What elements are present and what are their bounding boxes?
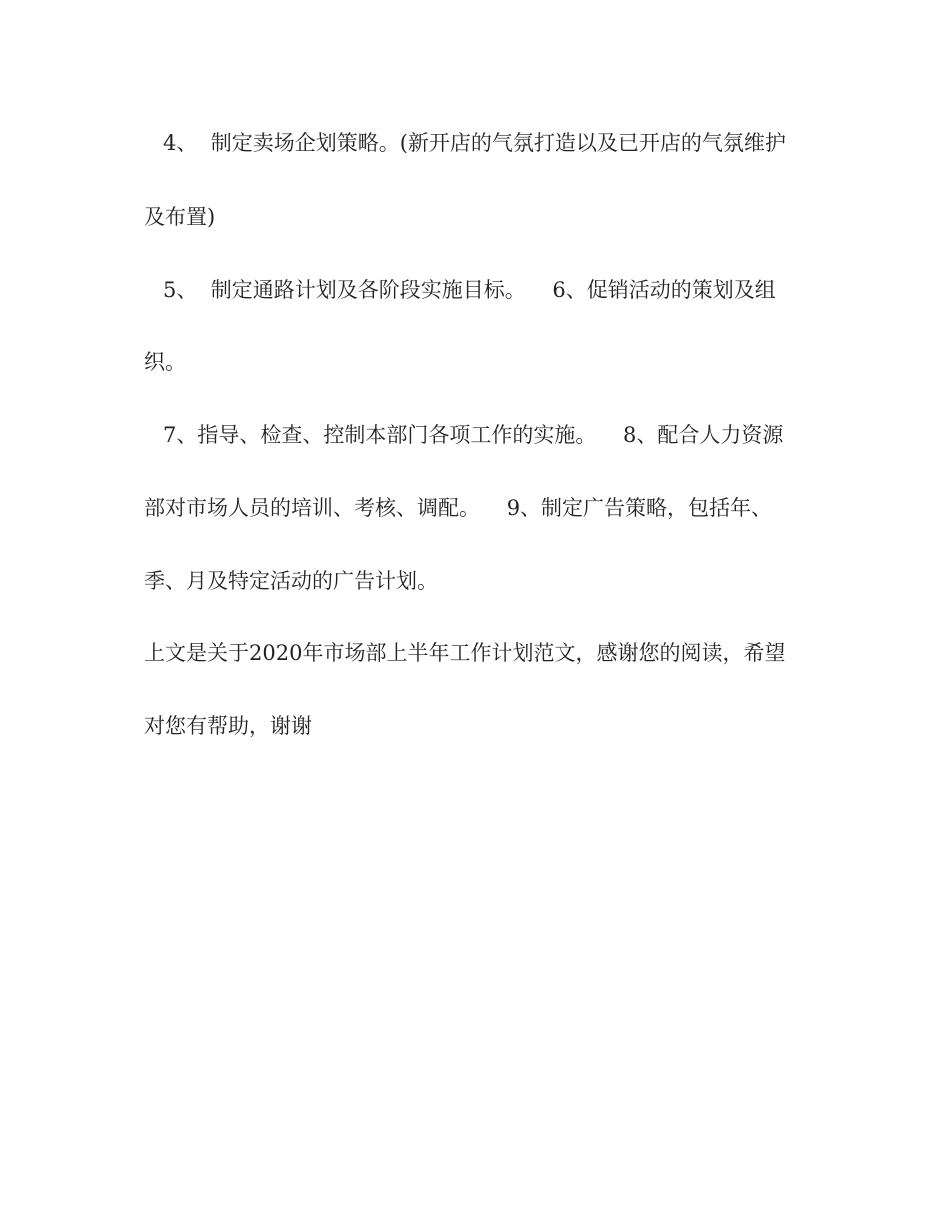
- text-line-5: 7、指导、检查、控制本部门各项工作的实施。 8、配合人力资源: [163, 423, 784, 447]
- text-line-8: 上文是关于2020年市场部上半年工作计划范文，感谢您的阅读，希望: [144, 641, 786, 665]
- text-line-9: 对您有帮助，谢谢: [144, 714, 312, 738]
- text-line-7: 季、月及特定活动的广告计划。: [144, 569, 438, 593]
- text-line-1: 4、 制定卖场企划策略。(新开店的气氛打造以及已开店的气氛维护: [163, 131, 786, 155]
- text-line-6: 部对市场人员的培训、考核、调配。 9、制定广告策略，包括年、: [144, 496, 773, 520]
- text-line-2: 及布置): [144, 205, 216, 229]
- text-line-3: 5、 制定通路计划及各阶段实施目标。 6、促销活动的策划及组: [163, 278, 776, 302]
- text-line-4: 织。: [144, 350, 186, 374]
